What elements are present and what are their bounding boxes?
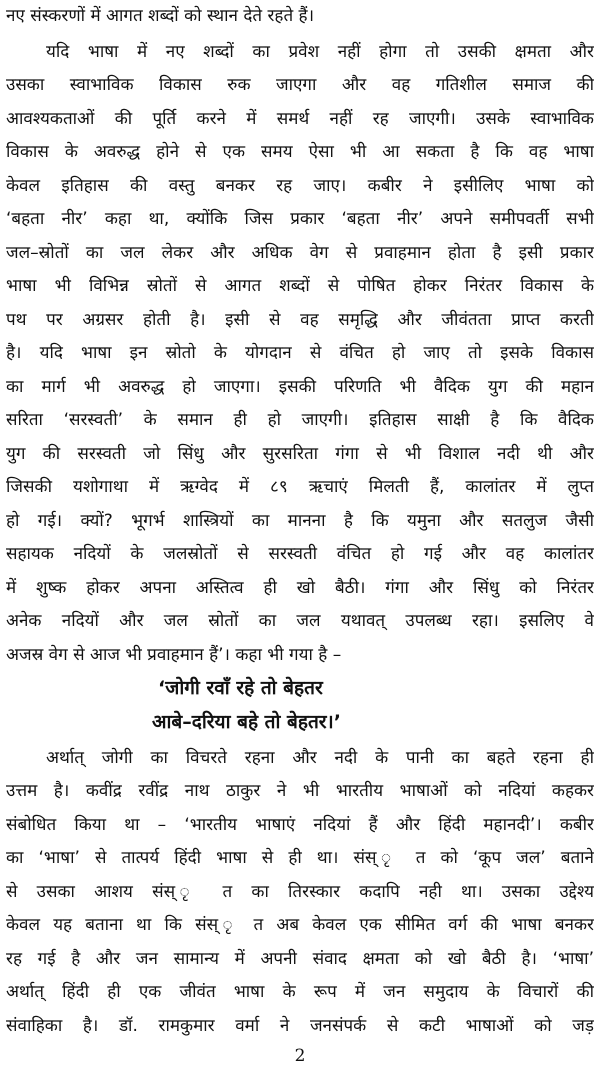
text-line-6: केवल इतिहास की वस्तु बनकर रह जाए। कबीर ने इसीलिए भाषा को — [6, 176, 594, 196]
text-line-8: जल–स्रोतों का जल लेकर और अधिक वेग से प्रवाहमान होता है इसी प्रकार — [6, 243, 594, 263]
text-line-7: ‘बहता नीर’ कहा था, क्योंकि जिस प्रकार ‘बहता नीर’ अपने समीपवर्ती सभी — [6, 209, 594, 229]
text-line-14: युग की सरस्वती जो सिंधु और सुरसरिता गंगा से भी विशाल नदी थी और — [6, 444, 594, 464]
text-line-17: सहायक नदियों के जलस्रोतों से सरस्वती वंचित हो गई और वह कालांतर — [6, 544, 594, 564]
text-line-29: संवाहिका है। डॉ. रामकुमार वर्मा ने जनसंपर्क से कटी भाषाओं को जड़ — [6, 1016, 594, 1036]
verse-line-2: आबे–दरिया बहे तो बेहतर।’ — [152, 711, 341, 733]
text-line-3: उसका स्वाभाविक विकास रुक जाएगा और वह गतिशील समाज की — [6, 75, 594, 95]
text-line-11: है। यदि भाषा इन स्रोतो के योगदान से वंचित हो जाए तो इसके विकास — [6, 343, 594, 363]
text-line-1: नए संस्करणों में आगत शब्दों को स्थान देते रहते हैं। — [6, 6, 315, 26]
text-line-5: विकास के अवरुद्ध होने से एक समय ऐसा भी आ सकता है कि वह भाषा — [6, 142, 594, 162]
verse-line-1: ‘जोगी रवाँ रहे तो बेहतर — [158, 677, 323, 699]
text-line-24: का ‘भाषा’ से तात्पर्य हिंदी भाषा से ही था। संस् ृ त को ‘कूप जल’ बताने — [6, 848, 594, 868]
text-line-18: में शुष्क होकर अपना अस्तित्व ही खो बैठी। गंगा और सिंधु को निरंतर — [6, 578, 594, 598]
text-line-28: अर्थात् हिंदी ही एक जीवंत भाषा के रूप में जन समुदाय के विचारों की — [6, 982, 594, 1002]
text-line-19: अनेक नदियों और जल स्रोतों का जल यथावत् उपलब्ध रहा। इसलिए वे — [6, 611, 594, 631]
text-line-13: सरिता ‘सरस्वती’ के समान ही हो जाएगी। इतिहास साक्षी है कि वैदिक — [6, 410, 594, 430]
paragraph-start-line: यदि भाषा में नए शब्दों का प्रवेश नहीं होगा तो उसकी क्षमता और — [46, 42, 594, 62]
text-line-10: पथ पर अग्रसर होती है। इसी से वह समृद्धि और जीवंतता प्राप्त करती — [6, 310, 594, 330]
text-line-9: भाषा भी विभिन्न स्रोतों से आगत शब्दों से पोषित होकर निरंतर विकास के — [6, 276, 594, 296]
text-line-4: आवश्यकताओं की पूर्ति करने में समर्थ नहीं रह जाएगी। उसके स्वाभाविक — [6, 109, 594, 129]
text-line-20: अजस्र वेग से आज भी प्रवाहमान हैं’। कहा भी गया है – — [6, 645, 342, 665]
text-line-15: जिसकी यशोगाथा में ऋग्वेद में ८९ ऋचाएं मिलती हैं, कालांतर में लुप्त — [6, 477, 594, 497]
text-line-12: का मार्ग भी अवरुद्ध हो जाएगा। इसकी परिणति भी वैदिक युग की महान — [6, 377, 594, 397]
text-line-27: रह गई है और जन सामान्य में अपनी संवाद क्षमता को खो बैठी है। ‘भाषा’ — [6, 949, 594, 969]
text-line-26: केवल यह बताना था कि संस् ृ त अब केवल एक सीमित वर्ग की भाषा बनकर — [6, 915, 594, 935]
text-line-22: उत्तम है। कवींद्र रवींद्र नाथ ठाकुर ने भी भारतीय भाषाओं को नदियां कहकर — [6, 781, 594, 801]
text-line-16: हो गई। क्यों? भूगर्भ शास्त्रियों का मानना है कि यमुना और सतलुज जैसी — [6, 511, 594, 531]
page-number: 2 — [294, 1046, 306, 1066]
text-line-23: संबोधित किया था – ‘भारतीय भाषाएं नदियां हैं और हिंदी महानदी’। कबीर — [6, 815, 594, 835]
text-line-25: से उसका आशय संस् ृ त का तिरस्कार कदापि नही था। उसका उद्देश्य — [6, 882, 594, 902]
paragraph-after-verse-line: अर्थात् जोगी का विचरते रहना और नदी के पानी का बहते रहना ही — [46, 748, 594, 768]
